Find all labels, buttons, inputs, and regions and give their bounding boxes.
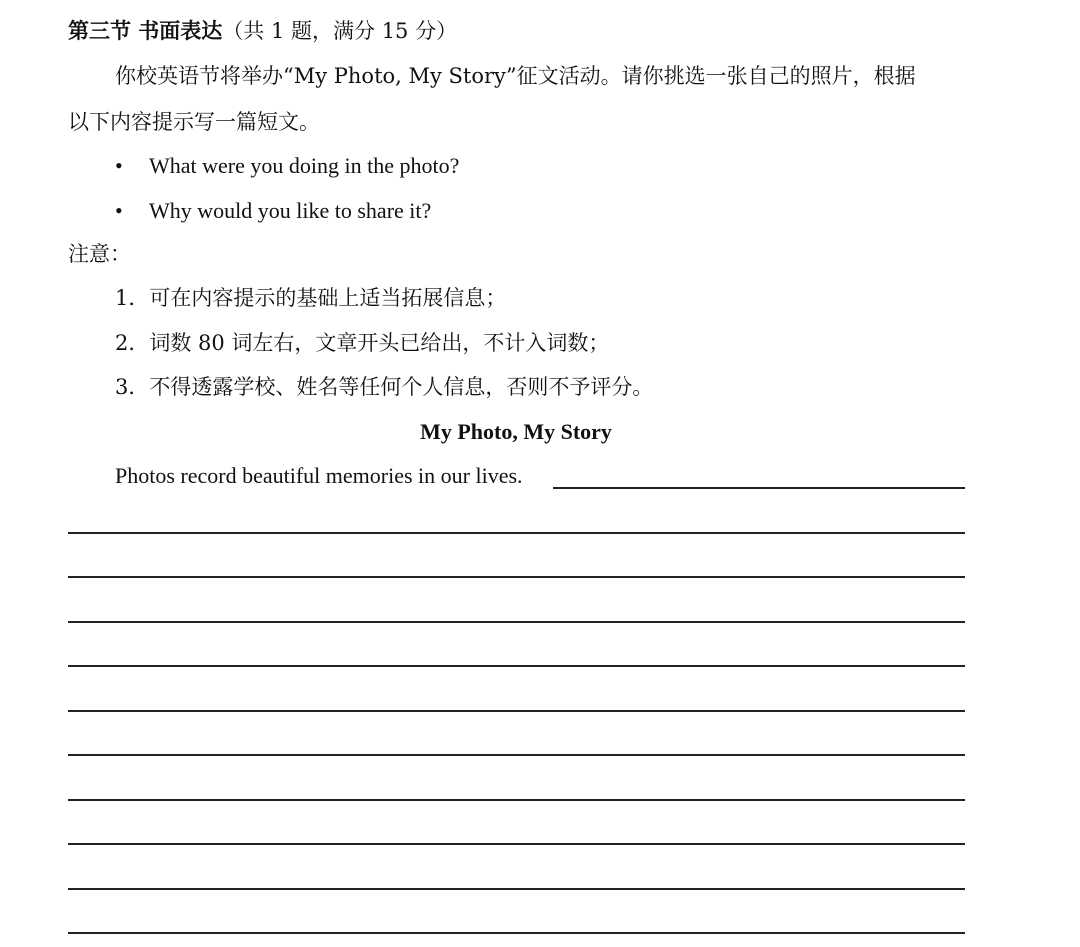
writing-line[interactable] (68, 665, 965, 667)
bullet-icon: • (115, 153, 123, 178)
note-item: 1．可在内容提示的基础上适当拓展信息； (115, 286, 507, 310)
writing-line[interactable] (68, 532, 965, 534)
instruction-line-2: 以下内容提示写一篇短文。 (68, 110, 320, 134)
writing-line[interactable] (68, 710, 965, 712)
prompt-item (115, 197, 431, 225)
essay-opening: Photos record beautiful memories in our lives. (115, 463, 523, 488)
writing-line[interactable] (68, 576, 965, 578)
writing-line[interactable] (68, 621, 965, 623)
writing-line[interactable] (68, 799, 965, 801)
essay-title: My Photo, My Story (420, 419, 612, 444)
prompt-text: Why would you like to share it? (149, 198, 432, 223)
notes-label: 注意： (68, 242, 131, 266)
section-title: 第三节 书面表达 (68, 18, 223, 43)
section-heading (68, 17, 457, 45)
writing-line[interactable] (68, 932, 965, 934)
instruction-line-1: 你校英语节将举办“My Photo, My Story”征文活动。请你挑选一张自己的照片，根据 (115, 64, 916, 88)
section-score-note: （共 1 题，满分 15 分） (222, 19, 458, 43)
writing-line[interactable] (68, 888, 965, 890)
bullet-icon: • (115, 198, 123, 223)
note-item: 2．词数 80 词左右，文章开头已给出，不计入词数； (115, 331, 610, 355)
prompt-text: What were you doing in the photo? (149, 153, 460, 178)
writing-line[interactable] (553, 487, 965, 489)
note-item: 3．不得透露学校、姓名等任何个人信息，否则不予评分。 (115, 375, 654, 399)
writing-line[interactable] (68, 843, 965, 845)
prompt-item (115, 152, 459, 180)
writing-line[interactable] (68, 754, 965, 756)
